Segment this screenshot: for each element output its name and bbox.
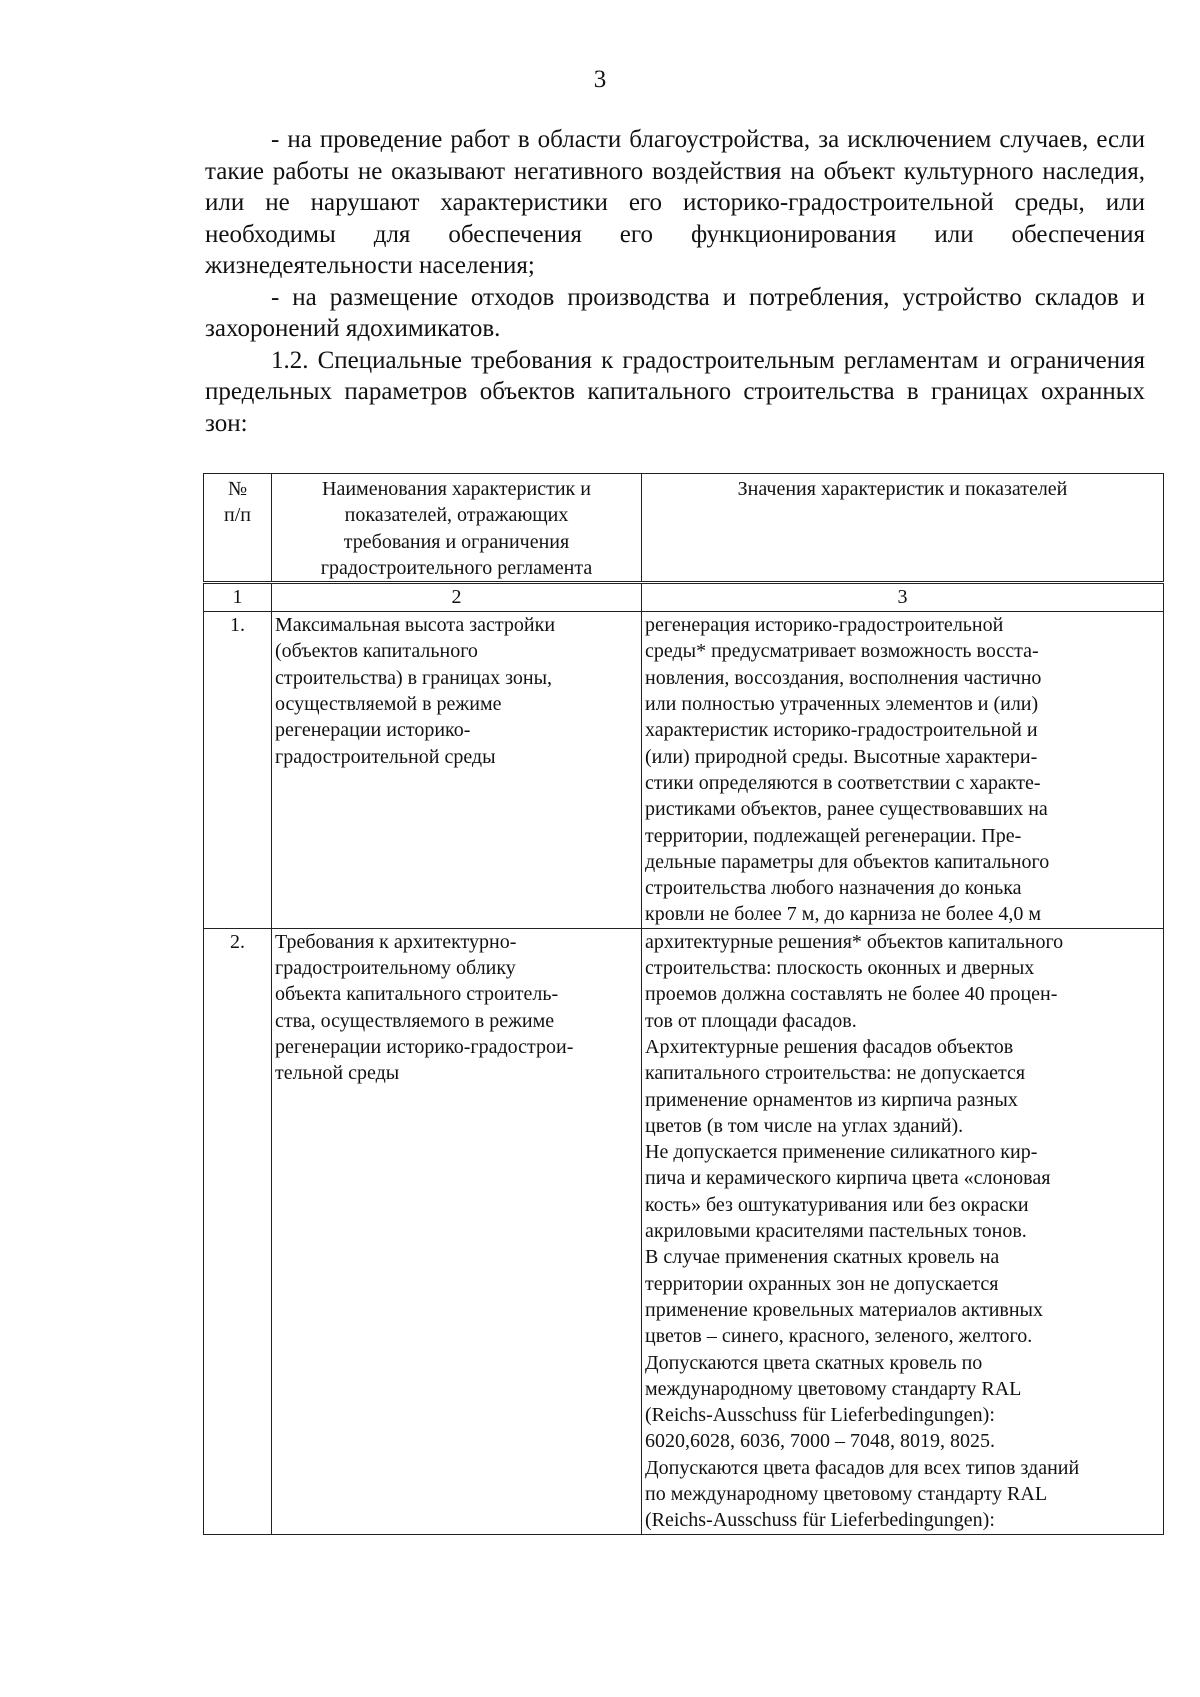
row-value-line: территории, подлежащей регенерации. Пре- bbox=[645, 824, 1022, 847]
row-value-line: характеристик историко-градостроительной и bbox=[645, 719, 1038, 742]
row-value-line: территории охранных зон не допускается bbox=[645, 1272, 999, 1295]
header-value-line: Значения характеристик и показателей bbox=[737, 478, 1068, 500]
row-name-line: строительства) в границах зоны, bbox=[275, 666, 553, 689]
row-name-line: ства, осуществляемого в режиме bbox=[275, 1009, 555, 1032]
column-index: 2 bbox=[272, 583, 642, 612]
row-name-line: (объектов капитального bbox=[275, 640, 478, 663]
column-index-row bbox=[204, 583, 1164, 612]
row-name bbox=[272, 612, 642, 929]
row-value-line: регенерация историко-градостроительной bbox=[645, 614, 1004, 637]
table-header-row bbox=[204, 474, 1164, 583]
row-name-line: объекта капитального строитель- bbox=[275, 983, 559, 1006]
row-value-line: (Reichs-Ausschuss für Lieferbedingungen): bbox=[645, 1404, 995, 1427]
header-name-line: показателей, отражающих bbox=[344, 504, 569, 527]
row-value-line: или полностью утраченных элементов и (или) bbox=[645, 693, 1039, 716]
paragraph-landscaping: - на проведение работ в области благоустройства, за исключением случаев, если такие работы не оказывают негативного воздействия на объект культурного наследия, или не нарушают характеристики его историко-градостроительной среды, или необходимы для обеспечения его функционирования или обеспечения жизнедеятельности населения; bbox=[205, 126, 1145, 279]
row-value-line: ристиками объектов, ранее существовавших на bbox=[645, 798, 1048, 821]
row-value-line: Архитектурные решения фасадов объектов bbox=[645, 1035, 1014, 1058]
row-value-line: Допускаются цвета фасадов для всех типов зданий bbox=[645, 1456, 1080, 1479]
row-number: 2. bbox=[204, 928, 272, 1534]
row-value-line: архитектурные решения* объектов капитального bbox=[645, 930, 1064, 953]
row-value-line: кость» без оштукатуривания или без окраски bbox=[645, 1193, 1029, 1216]
row-name-line: тельной среды bbox=[275, 1062, 400, 1085]
body-text bbox=[205, 124, 1145, 439]
row-name-line: регенерации историко- bbox=[275, 719, 471, 742]
row-name-line: градостроительному облику bbox=[275, 957, 516, 980]
row-value-line: цветов (в том числе на углах зданий). bbox=[645, 1114, 964, 1137]
page-number: 3 bbox=[593, 66, 607, 93]
paragraph-waste: - на размещение отходов производства и потребления, устройство складов и захоронений ядохимикатов. bbox=[205, 283, 1145, 342]
row-value-line: международному цветовому стандарту RAL bbox=[645, 1377, 1022, 1400]
row-value bbox=[642, 928, 1164, 1534]
paragraph-section-1-2: 1.2. Специальные требования к градостроительным регламентам и ограничения предельных параметров объектов капитального строительства в границах охранных зон: bbox=[205, 346, 1145, 437]
column-index: 1 bbox=[204, 583, 272, 612]
row-value-line: проемов должна составлять не более 40 процен- bbox=[645, 983, 1058, 1006]
row-value-line: дельные параметры для объектов капитального bbox=[645, 850, 1050, 873]
row-value-line: 6020,6028, 6036, 7000 – 7048, 8019, 8025. bbox=[645, 1430, 995, 1453]
row-value-line: строительства любого назначения до конька bbox=[645, 877, 1022, 900]
table-row bbox=[204, 928, 1164, 1534]
column-index: 3 bbox=[642, 583, 1164, 612]
row-value-line: применение орнаментов из кирпича разных bbox=[645, 1088, 1018, 1111]
row-value-line: среды* предусматривает возможность восста- bbox=[645, 640, 1039, 663]
row-name-line: осуществляемой в режиме bbox=[275, 693, 502, 716]
header-num-line: п/п bbox=[224, 504, 251, 527]
row-value-line: стики определяются в соответствии с характе- bbox=[645, 771, 1041, 794]
row-value-line: капитального строительства: не допускается bbox=[645, 1062, 1026, 1085]
row-name-line: регенерации историко-градострои- bbox=[275, 1035, 574, 1058]
header-name-line: Наименования характеристик и bbox=[322, 478, 591, 500]
row-name-line: Максимальная высота застройки bbox=[275, 614, 556, 637]
row-value-line: (или) природной среды. Высотные характери- bbox=[645, 745, 1038, 768]
row-value-line: строительства: плоскость оконных и дверных bbox=[645, 957, 1035, 980]
requirements-table bbox=[203, 473, 1164, 1535]
header-num-line: № bbox=[227, 478, 248, 500]
row-value-line: по международному цветовому стандарту RAL bbox=[645, 1482, 1048, 1505]
row-value-line: (Reichs-Ausschuss für Lieferbedingungen): bbox=[645, 1509, 995, 1532]
row-value-line: В случае применения скатных кровель на bbox=[645, 1246, 1000, 1269]
row-value-line: пича и керамического кирпича цвета «слоновая bbox=[645, 1167, 1051, 1190]
header-num bbox=[204, 474, 272, 583]
row-value bbox=[642, 612, 1164, 929]
header-name bbox=[272, 474, 642, 583]
row-value-line: Не допускается применение силикатного кир- bbox=[645, 1141, 1038, 1164]
row-value-line: новления, воссоздания, восполнения частично bbox=[645, 666, 1042, 689]
row-number: 1. bbox=[204, 612, 272, 929]
header-value bbox=[642, 474, 1164, 583]
row-value-line: Допускаются цвета скатных кровель по bbox=[645, 1351, 983, 1374]
row-name-line: градостроительной среды bbox=[275, 745, 496, 768]
row-name bbox=[272, 928, 642, 1534]
header-name-line: градостроительного регламента bbox=[320, 556, 593, 579]
row-value-line: цветов – синего, красного, зеленого, желтого. bbox=[645, 1325, 1033, 1348]
row-value-line: применение кровельных материалов активных bbox=[645, 1298, 1043, 1321]
row-value-line: тов от площади фасадов. bbox=[645, 1009, 857, 1032]
row-value-line: акриловыми красителями пастельных тонов. bbox=[645, 1220, 1027, 1243]
header-name-line: требования и ограничения bbox=[343, 530, 570, 553]
row-value-line: кровли не более 7 м, до карниза не более 4,0 м bbox=[645, 903, 1041, 926]
row-name-line: Требования к архитектурно- bbox=[275, 930, 517, 953]
table-row bbox=[204, 612, 1164, 929]
